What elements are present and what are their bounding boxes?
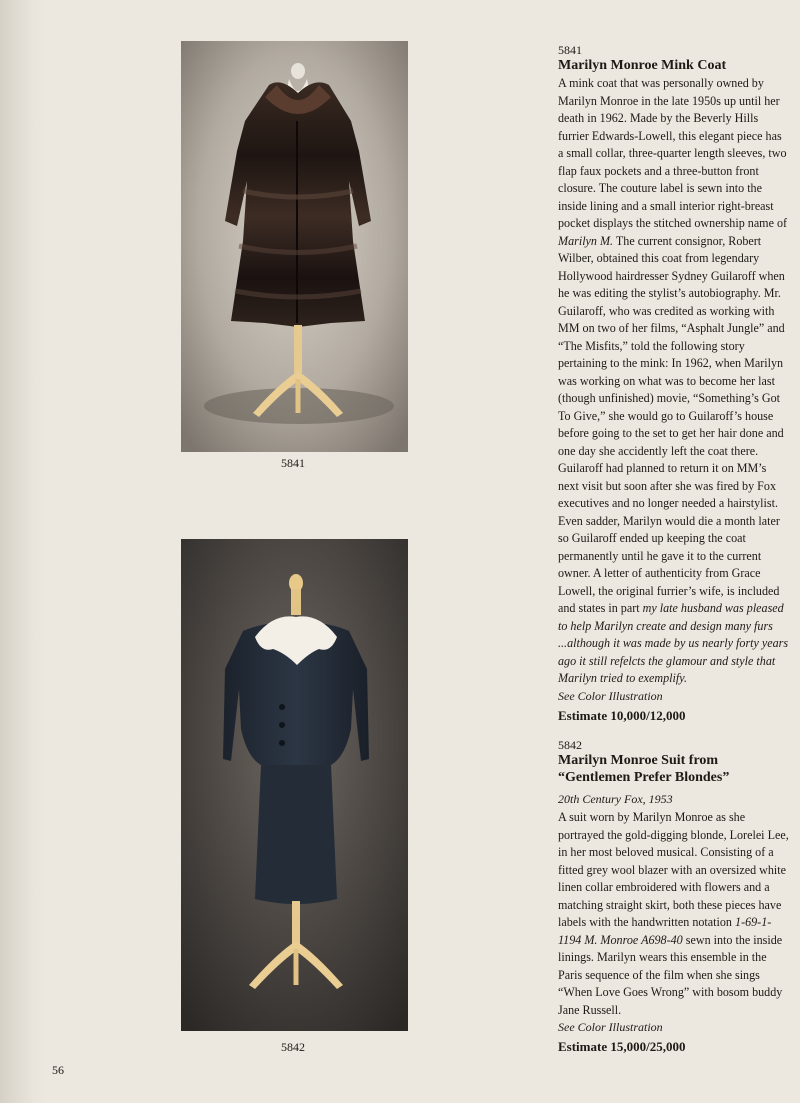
page-number: 56 <box>52 1063 64 1077</box>
caption-5842: 5842 <box>281 1040 305 1054</box>
lot-title-line-2: “Gentlemen Prefer Blondes” <box>558 770 730 785</box>
lot-estimate: Estimate 10,000/12,000 <box>558 707 686 723</box>
caption-5841: 5841 <box>281 456 305 470</box>
see-color-illustration: See Color Illustration <box>558 688 663 703</box>
lot-estimate: Estimate 15,000/25,000 <box>558 1039 686 1054</box>
lot-number: 5842 <box>558 738 582 752</box>
photo-suit <box>181 539 408 1031</box>
lot-5841 <box>558 43 790 724</box>
lot-title: Marilyn Monroe Mink Coat <box>558 58 727 73</box>
page-gutter-shadow <box>0 0 48 1103</box>
lot-description: A suit worn by Marilyn Monroe as she portrayed the gold-digging blonde, Lorelei Lee, in her most beloved musical. Consisting of a fitted grey wool blazer with an oversized white linen collar embroidered with flowers and a matching straight skirt, both these pieces have labels with the handwritten notation 1-69-1-1194 M. Monroe A698-40 sewn into the inside linings. Marilyn wears this ensemble in the Paris sequence of the film when she sings “When Love Goes Wrong” with bosom buddy Jane Russell. <box>558 810 789 1017</box>
lot-5842 <box>558 738 790 1055</box>
see-color-illustration: See Color Illustration <box>558 1020 663 1034</box>
lot-title-line-1: Marilyn Monroe Suit from <box>558 753 719 768</box>
lot-description: A mink coat that was personally owned by Marilyn Monroe in the late 1950s up until her death in 1962. Made by the Beverly Hills furrier Edwards-Lowell, this elegant piece has a small collar, three-quarter length sleeves, two flap faux pockets and a three-button front closure. The couture label is sewn into the inside lining and a small interior right-breast pocket displays the stitched ownership name of Marilyn M. The current consignor, Robert Wilber, obtained this coat from legendary Hollywood hairdresser Sydney Guilaroff when he was editing the stylist’s autobiography. Mr. Guilaroff, who was credited as working with MM on two of her films, “Asphalt Jungle” and “The Misfits,” told the following story pertaining to the mink: In 1962, when Marilyn was working on what was to become her last (though unfinished) movie, “Something’s Got To Give,” she would go to Guilaroff’s house before going to the set to get her hair done and one day she accidently left the coat there. Guilaroff had planned to return it on MM’s next visit but soon after she was fired by Fox executives and no longer needed a hairstylist. Even sadder, Marilyn would die a month later so Guilaroff ended up keeping the coat permanently until he gave it to the current owner. A letter of authenticity from Grace Lowell, the original furrier’s wife, is included and states in part my late husband was pleased to help Marilyn create and design many furs ...although it was made by us nearly forty years ago it still refelcts the glamour and style that Marilyn tried to exemplify. <box>558 76 789 685</box>
lot-subtitle: 20th Century Fox, 1953 <box>558 792 673 806</box>
photo-mink-coat <box>181 41 408 452</box>
lot-number: 5841 <box>558 43 582 57</box>
